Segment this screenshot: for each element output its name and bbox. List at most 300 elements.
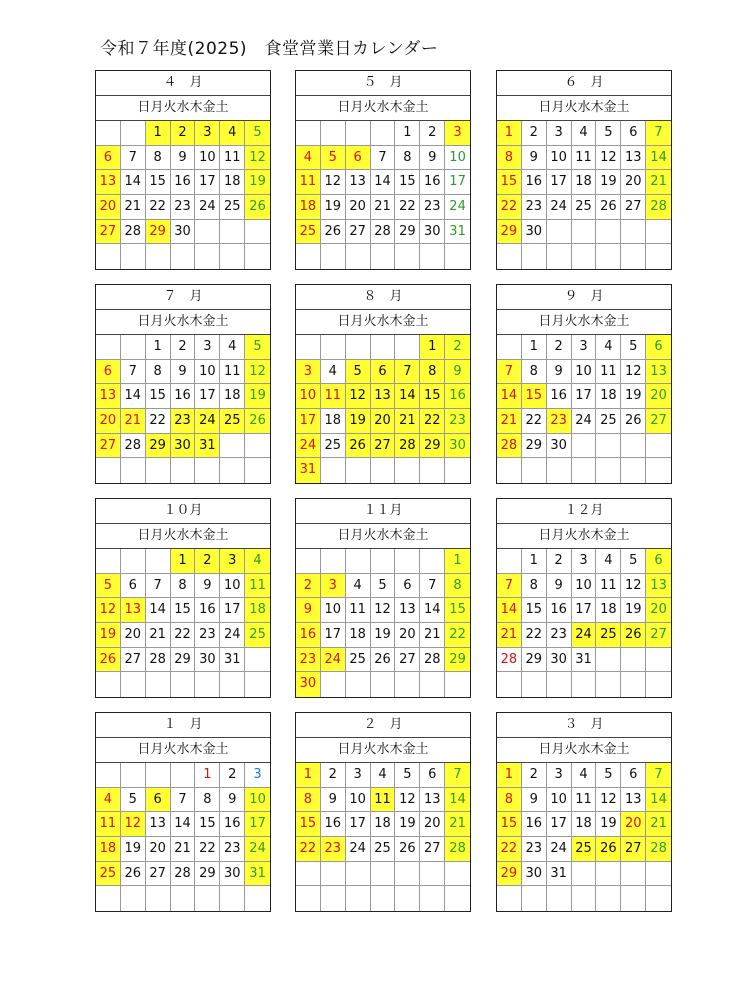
day-cell: 5 — [245, 121, 270, 146]
month-calendar — [295, 712, 471, 912]
day-grid — [96, 549, 270, 697]
day-cell: 24 — [572, 409, 597, 434]
empty-cell — [646, 244, 671, 269]
day-cell: 13 — [646, 574, 671, 599]
empty-cell — [121, 672, 146, 697]
day-cell: 17 — [547, 812, 572, 837]
empty-cell — [547, 886, 572, 911]
day-cell: 10 — [245, 788, 270, 813]
empty-cell — [96, 244, 121, 269]
month-label: ４ 月 — [96, 71, 270, 96]
day-cell: 30 — [220, 862, 245, 887]
day-cell: 17 — [245, 812, 270, 837]
day-cell: 18 — [220, 384, 245, 409]
empty-cell — [646, 434, 671, 459]
day-cell: 23 — [171, 195, 196, 220]
day-cell: 7 — [646, 121, 671, 146]
empty-cell — [121, 121, 146, 146]
day-cell: 14 — [420, 598, 445, 623]
empty-cell — [171, 244, 196, 269]
day-cell: 12 — [621, 574, 646, 599]
day-cell: 26 — [346, 434, 371, 459]
day-cell: 8 — [497, 788, 522, 813]
day-cell: 6 — [146, 788, 171, 813]
day-cell: 25 — [321, 434, 346, 459]
empty-cell — [121, 458, 146, 483]
day-cell: 11 — [596, 574, 621, 599]
empty-cell — [646, 886, 671, 911]
empty-cell — [346, 121, 371, 146]
day-cell: 8 — [445, 574, 470, 599]
day-cell: 16 — [195, 598, 220, 623]
day-cell: 19 — [596, 812, 621, 837]
month-calendar — [95, 284, 271, 484]
day-cell: 23 — [445, 409, 470, 434]
day-grid — [96, 763, 270, 911]
day-cell: 17 — [445, 170, 470, 195]
day-cell: 5 — [395, 763, 420, 788]
empty-cell — [420, 549, 445, 574]
day-cell: 10 — [572, 360, 597, 385]
day-cell: 29 — [497, 862, 522, 887]
day-cell: 31 — [445, 220, 470, 245]
empty-cell — [547, 244, 572, 269]
day-cell: 9 — [171, 146, 196, 171]
day-cell: 18 — [572, 170, 597, 195]
day-cell: 31 — [572, 648, 597, 673]
day-cell: 12 — [596, 788, 621, 813]
empty-cell — [395, 886, 420, 911]
day-cell: 26 — [321, 220, 346, 245]
empty-cell — [321, 672, 346, 697]
day-grid — [296, 763, 470, 911]
day-cell: 25 — [346, 648, 371, 673]
day-cell: 5 — [346, 360, 371, 385]
empty-cell — [171, 763, 196, 788]
day-cell: 1 — [171, 549, 196, 574]
day-cell: 11 — [220, 146, 245, 171]
day-cell: 28 — [371, 220, 396, 245]
day-cell: 24 — [572, 623, 597, 648]
day-cell: 16 — [296, 623, 321, 648]
day-cell: 27 — [96, 220, 121, 245]
day-cell: 2 — [547, 549, 572, 574]
day-cell: 5 — [621, 335, 646, 360]
day-cell: 4 — [220, 121, 245, 146]
day-cell: 14 — [371, 170, 396, 195]
day-cell: 23 — [171, 409, 196, 434]
day-cell: 18 — [245, 598, 270, 623]
day-cell: 30 — [171, 220, 196, 245]
empty-cell — [121, 549, 146, 574]
empty-cell — [596, 220, 621, 245]
day-cell: 4 — [220, 335, 245, 360]
day-grid — [296, 121, 470, 269]
day-cell: 22 — [146, 195, 171, 220]
day-cell: 28 — [420, 648, 445, 673]
day-cell: 15 — [146, 170, 171, 195]
day-cell: 29 — [195, 862, 220, 887]
day-cell: 3 — [296, 360, 321, 385]
empty-cell — [346, 862, 371, 887]
day-cell: 6 — [395, 574, 420, 599]
month-label: １２月 — [497, 499, 671, 524]
day-cell: 11 — [296, 170, 321, 195]
day-cell: 16 — [445, 384, 470, 409]
day-cell: 18 — [321, 409, 346, 434]
month-calendar — [95, 70, 271, 270]
day-cell: 15 — [497, 170, 522, 195]
month-label: １０月 — [96, 499, 270, 524]
empty-cell — [572, 220, 597, 245]
day-cell: 20 — [621, 812, 646, 837]
empty-cell — [296, 549, 321, 574]
day-cell: 20 — [646, 384, 671, 409]
day-cell: 12 — [121, 812, 146, 837]
day-cell: 4 — [346, 574, 371, 599]
empty-cell — [646, 672, 671, 697]
day-cell: 22 — [522, 409, 547, 434]
day-cell: 1 — [146, 121, 171, 146]
day-grid — [497, 549, 671, 697]
day-cell: 21 — [646, 812, 671, 837]
day-cell: 15 — [171, 598, 196, 623]
day-cell: 24 — [195, 409, 220, 434]
month-label: １ 月 — [96, 713, 270, 738]
day-cell: 22 — [497, 195, 522, 220]
day-cell: 19 — [621, 384, 646, 409]
day-cell: 10 — [321, 598, 346, 623]
day-cell: 7 — [121, 146, 146, 171]
empty-cell — [195, 458, 220, 483]
day-cell: 2 — [171, 335, 196, 360]
empty-cell — [321, 886, 346, 911]
empty-cell — [572, 434, 597, 459]
empty-cell — [121, 886, 146, 911]
day-grid — [296, 335, 470, 483]
day-cell: 12 — [96, 598, 121, 623]
day-cell: 25 — [572, 195, 597, 220]
empty-cell — [121, 244, 146, 269]
day-cell: 25 — [371, 837, 396, 862]
day-cell: 9 — [171, 360, 196, 385]
month-label: ６ 月 — [497, 71, 671, 96]
empty-cell — [596, 458, 621, 483]
day-cell: 17 — [296, 409, 321, 434]
day-cell: 30 — [547, 434, 572, 459]
day-cell: 29 — [445, 648, 470, 673]
day-cell: 28 — [646, 195, 671, 220]
day-grid — [96, 335, 270, 483]
day-cell: 25 — [220, 195, 245, 220]
empty-cell — [321, 549, 346, 574]
day-cell: 3 — [547, 121, 572, 146]
empty-cell — [596, 434, 621, 459]
empty-cell — [346, 886, 371, 911]
empty-cell — [420, 862, 445, 887]
day-cell: 19 — [321, 195, 346, 220]
day-cell: 2 — [296, 574, 321, 599]
day-cell: 5 — [121, 788, 146, 813]
day-cell: 16 — [547, 384, 572, 409]
month-label: ７ 月 — [96, 285, 270, 310]
day-cell: 1 — [522, 335, 547, 360]
empty-cell — [497, 549, 522, 574]
day-cell: 29 — [146, 434, 171, 459]
empty-cell — [621, 862, 646, 887]
day-cell: 21 — [121, 195, 146, 220]
month-label: ２ 月 — [296, 713, 470, 738]
day-cell: 12 — [371, 598, 396, 623]
day-cell: 8 — [395, 146, 420, 171]
day-cell: 25 — [596, 623, 621, 648]
day-cell: 14 — [146, 598, 171, 623]
empty-cell — [195, 886, 220, 911]
day-cell: 18 — [96, 837, 121, 862]
empty-cell — [646, 220, 671, 245]
day-cell: 11 — [96, 812, 121, 837]
day-cell: 2 — [522, 121, 547, 146]
page-title: 令和７年度(2025) 食堂営業日カレンダー — [100, 39, 439, 59]
day-cell: 17 — [547, 170, 572, 195]
day-cell: 17 — [195, 384, 220, 409]
day-cell: 23 — [547, 623, 572, 648]
day-cell: 22 — [195, 837, 220, 862]
day-cell: 10 — [296, 384, 321, 409]
day-cell: 29 — [497, 220, 522, 245]
day-cell: 6 — [96, 146, 121, 171]
month-label: ９ 月 — [497, 285, 671, 310]
day-cell: 1 — [497, 763, 522, 788]
day-cell: 1 — [522, 549, 547, 574]
day-cell: 12 — [621, 360, 646, 385]
empty-cell — [395, 458, 420, 483]
day-cell: 6 — [621, 121, 646, 146]
empty-cell — [245, 434, 270, 459]
day-cell: 5 — [621, 549, 646, 574]
day-cell: 26 — [245, 409, 270, 434]
month-calendar — [295, 284, 471, 484]
day-cell: 15 — [195, 812, 220, 837]
day-cell: 27 — [146, 862, 171, 887]
empty-cell — [547, 220, 572, 245]
day-cell: 7 — [371, 146, 396, 171]
day-cell: 15 — [445, 598, 470, 623]
day-cell: 25 — [596, 409, 621, 434]
empty-cell — [321, 244, 346, 269]
empty-cell — [371, 886, 396, 911]
day-grid — [296, 549, 470, 697]
day-cell: 10 — [346, 788, 371, 813]
empty-cell — [96, 335, 121, 360]
day-cell: 31 — [547, 862, 572, 887]
day-cell: 15 — [522, 384, 547, 409]
day-cell: 24 — [245, 837, 270, 862]
day-cell: 21 — [497, 623, 522, 648]
day-cell: 26 — [395, 837, 420, 862]
empty-cell — [220, 672, 245, 697]
empty-cell — [245, 220, 270, 245]
day-cell: 13 — [346, 170, 371, 195]
day-cell: 30 — [445, 434, 470, 459]
day-cell: 9 — [547, 574, 572, 599]
day-cell: 11 — [245, 574, 270, 599]
day-cell: 7 — [171, 788, 196, 813]
day-cell: 21 — [497, 409, 522, 434]
day-cell: 27 — [420, 837, 445, 862]
day-cell: 7 — [497, 574, 522, 599]
empty-cell — [395, 549, 420, 574]
day-cell: 24 — [321, 648, 346, 673]
day-cell: 4 — [96, 788, 121, 813]
day-cell: 19 — [96, 623, 121, 648]
empty-cell — [321, 458, 346, 483]
day-cell: 15 — [296, 812, 321, 837]
day-cell: 21 — [121, 409, 146, 434]
day-cell: 9 — [220, 788, 245, 813]
empty-cell — [646, 648, 671, 673]
day-cell: 6 — [420, 763, 445, 788]
empty-cell — [497, 886, 522, 911]
day-cell: 17 — [220, 598, 245, 623]
month-calendar — [496, 712, 672, 912]
day-cell: 28 — [445, 837, 470, 862]
day-cell: 1 — [296, 763, 321, 788]
day-cell: 29 — [420, 434, 445, 459]
day-cell: 22 — [497, 837, 522, 862]
empty-cell — [371, 244, 396, 269]
day-cell: 18 — [220, 170, 245, 195]
day-cell: 27 — [121, 648, 146, 673]
empty-cell — [245, 886, 270, 911]
month-label: ３ 月 — [497, 713, 671, 738]
empty-cell — [146, 763, 171, 788]
day-cell: 12 — [346, 384, 371, 409]
day-cell: 30 — [171, 434, 196, 459]
day-cell: 22 — [522, 623, 547, 648]
empty-cell — [146, 549, 171, 574]
empty-cell — [395, 672, 420, 697]
empty-cell — [522, 458, 547, 483]
day-cell: 4 — [296, 146, 321, 171]
day-cell: 2 — [522, 763, 547, 788]
day-cell: 9 — [296, 598, 321, 623]
empty-cell — [497, 458, 522, 483]
day-cell: 23 — [547, 409, 572, 434]
day-cell: 15 — [146, 384, 171, 409]
day-cell: 6 — [371, 360, 396, 385]
month-calendar — [295, 70, 471, 270]
day-cell: 10 — [195, 146, 220, 171]
empty-cell — [497, 672, 522, 697]
day-cell: 12 — [596, 146, 621, 171]
day-cell: 24 — [296, 434, 321, 459]
empty-cell — [296, 335, 321, 360]
day-cell: 31 — [220, 648, 245, 673]
empty-cell — [245, 244, 270, 269]
day-cell: 15 — [497, 812, 522, 837]
empty-cell — [245, 458, 270, 483]
empty-cell — [621, 458, 646, 483]
empty-cell — [572, 672, 597, 697]
empty-cell — [445, 458, 470, 483]
day-cell: 23 — [296, 648, 321, 673]
day-cell: 21 — [171, 837, 196, 862]
day-cell: 2 — [171, 121, 196, 146]
empty-cell — [171, 458, 196, 483]
day-cell: 15 — [420, 384, 445, 409]
day-cell: 26 — [371, 648, 396, 673]
day-cell: 9 — [195, 574, 220, 599]
day-cell: 14 — [497, 598, 522, 623]
day-cell: 12 — [321, 170, 346, 195]
day-cell: 12 — [245, 360, 270, 385]
empty-cell — [146, 458, 171, 483]
day-cell: 8 — [171, 574, 196, 599]
day-cell: 19 — [371, 623, 396, 648]
empty-cell — [96, 763, 121, 788]
day-cell: 15 — [395, 170, 420, 195]
empty-cell — [146, 886, 171, 911]
empty-cell — [220, 244, 245, 269]
day-cell: 16 — [547, 598, 572, 623]
month-label: ８ 月 — [296, 285, 470, 310]
empty-cell — [321, 335, 346, 360]
day-cell: 13 — [96, 170, 121, 195]
day-cell: 19 — [346, 409, 371, 434]
month-calendar — [496, 284, 672, 484]
day-cell: 23 — [522, 195, 547, 220]
day-grid — [497, 763, 671, 911]
day-cell: 22 — [146, 409, 171, 434]
empty-cell — [395, 244, 420, 269]
weekday-header: 日月火水木金土 — [497, 310, 671, 335]
empty-cell — [395, 335, 420, 360]
day-cell: 24 — [547, 837, 572, 862]
day-cell: 29 — [395, 220, 420, 245]
empty-cell — [596, 672, 621, 697]
empty-cell — [195, 244, 220, 269]
day-cell: 28 — [146, 648, 171, 673]
day-cell: 1 — [420, 335, 445, 360]
day-cell: 5 — [321, 146, 346, 171]
day-cell: 13 — [420, 788, 445, 813]
day-cell: 2 — [220, 763, 245, 788]
day-cell: 11 — [346, 598, 371, 623]
empty-cell — [96, 672, 121, 697]
empty-cell — [596, 244, 621, 269]
day-cell: 10 — [547, 146, 572, 171]
day-cell: 16 — [522, 170, 547, 195]
day-cell: 16 — [321, 812, 346, 837]
empty-cell — [121, 763, 146, 788]
day-cell: 9 — [522, 788, 547, 813]
day-cell: 9 — [547, 360, 572, 385]
day-cell: 21 — [646, 170, 671, 195]
day-cell: 26 — [96, 648, 121, 673]
day-cell: 8 — [522, 574, 547, 599]
day-cell: 20 — [621, 170, 646, 195]
empty-cell — [321, 862, 346, 887]
empty-cell — [621, 244, 646, 269]
day-cell: 20 — [371, 409, 396, 434]
day-grid — [497, 335, 671, 483]
day-cell: 28 — [497, 648, 522, 673]
empty-cell — [445, 672, 470, 697]
day-cell: 31 — [296, 458, 321, 483]
month-label: １１月 — [296, 499, 470, 524]
weekday-header: 日月火水木金土 — [497, 524, 671, 549]
